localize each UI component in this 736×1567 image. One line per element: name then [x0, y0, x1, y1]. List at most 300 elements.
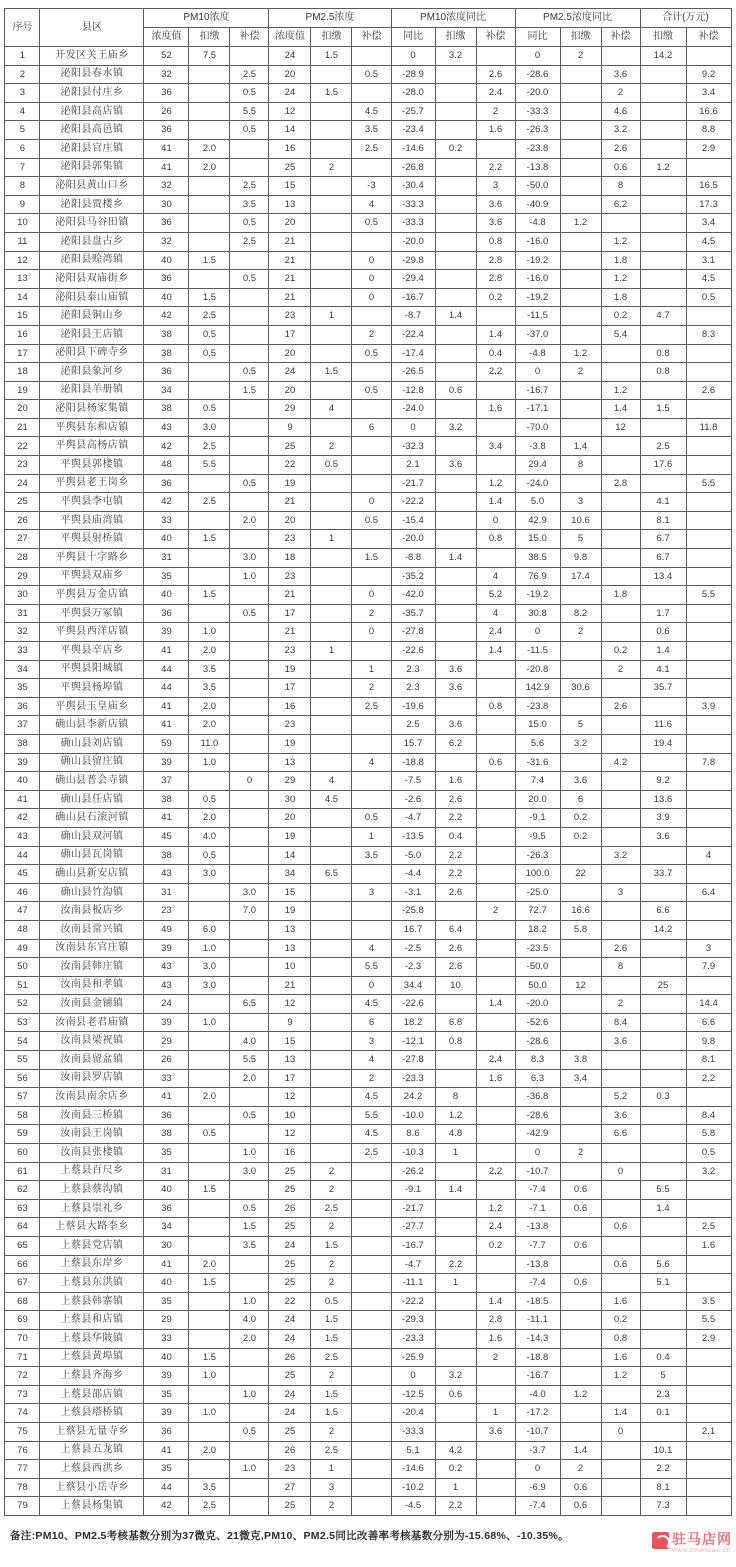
cell-value: 20	[269, 65, 311, 84]
cell-value: 2.5	[352, 697, 391, 716]
cell-value: 0.6	[560, 1497, 601, 1516]
cell-value: 0.6	[435, 1385, 476, 1404]
cell-value: 1.4	[476, 325, 515, 344]
cell-value: 3	[686, 939, 731, 958]
cell-value: -17.4	[391, 344, 435, 363]
cell-serial: 10	[5, 214, 40, 233]
cell-value	[686, 1385, 731, 1404]
cell-serial: 62	[5, 1181, 40, 1200]
cell-value	[189, 1199, 230, 1218]
cell-value: 0.5	[189, 1125, 230, 1144]
cell-value: -20.0	[515, 995, 560, 1014]
cell-value	[189, 121, 230, 140]
cell-serial: 41	[5, 790, 40, 809]
cell-value: 5.4	[601, 325, 640, 344]
cell-value: 0.8	[435, 1032, 476, 1051]
cell-value	[686, 1460, 731, 1479]
cell-value: 11.6	[640, 716, 686, 735]
cell-value	[230, 790, 269, 809]
cell-value: 20	[269, 809, 311, 828]
cell-value: -10.7	[515, 1422, 560, 1441]
cell-value: 1.4	[476, 995, 515, 1014]
cell-county: 上蔡县黄埠镇	[40, 1348, 144, 1367]
cell-county: 汝南县留盆镇	[40, 1051, 144, 1070]
cell-value: 2.6	[476, 65, 515, 84]
table-row	[5, 660, 731, 679]
cell-county: 上蔡县东洪镇	[40, 1274, 144, 1293]
cell-value: 0.5	[311, 456, 352, 475]
cell-value: 0.5	[230, 1106, 269, 1125]
cell-serial: 40	[5, 772, 40, 791]
cell-value: 2.1	[686, 1422, 731, 1441]
cell-value: -13.8	[515, 1218, 560, 1237]
cell-county: 上蔡县无量寺乡	[40, 1422, 144, 1441]
cell-serial: 5	[5, 121, 40, 140]
cell-value: 3.6	[435, 456, 476, 475]
cell-value: 12	[269, 102, 311, 121]
cell-serial: 54	[5, 1032, 40, 1051]
cell-value	[686, 865, 731, 884]
cell-value	[686, 604, 731, 623]
cell-value: 2.0	[230, 1329, 269, 1348]
cell-value: -33.3	[391, 1422, 435, 1441]
cell-serial: 21	[5, 418, 40, 437]
cell-value	[686, 549, 731, 568]
table-row	[5, 177, 731, 196]
cell-value: 3.0	[189, 976, 230, 995]
cell-county: 泌阳县高店镇	[40, 102, 144, 121]
cell-value: 19	[269, 660, 311, 679]
subheader: 扣缴	[311, 28, 352, 47]
cell-value	[476, 1032, 515, 1051]
cell-value	[560, 325, 601, 344]
cell-serial: 44	[5, 846, 40, 865]
cell-value: -23.3	[391, 1329, 435, 1348]
cell-value: 0.5	[311, 1292, 352, 1311]
cell-value: 0.8	[640, 344, 686, 363]
cell-value: 1.2	[476, 474, 515, 493]
cell-value	[435, 511, 476, 530]
cell-value	[189, 65, 230, 84]
cell-value: -3.1	[391, 883, 435, 902]
cell-value	[311, 511, 352, 530]
cell-value	[640, 270, 686, 289]
cell-value: 2	[560, 47, 601, 66]
cell-value	[476, 734, 515, 753]
cell-county: 汝南县老君庙镇	[40, 1013, 144, 1032]
cell-value: 13.4	[640, 567, 686, 586]
cell-value: 2.8	[601, 474, 640, 493]
table-row	[5, 1069, 731, 1088]
cell-value: 29	[269, 772, 311, 791]
cell-county: 上蔡县东岸乡	[40, 1255, 144, 1274]
cell-value	[311, 660, 352, 679]
cell-value: 17	[269, 325, 311, 344]
cell-value: -25.0	[515, 883, 560, 902]
cell-value	[476, 976, 515, 995]
cell-value: -70.0	[515, 418, 560, 437]
cell-value: 49	[144, 920, 189, 939]
cell-value: 0.6	[476, 753, 515, 772]
cell-value: -27.8	[391, 1051, 435, 1070]
cell-value: -11.1	[391, 1274, 435, 1293]
cell-county: 上蔡县杨集镇	[40, 1497, 144, 1516]
cell-value: 2.6	[601, 139, 640, 158]
cell-value	[311, 939, 352, 958]
cell-value	[686, 363, 731, 382]
cell-value	[686, 1441, 731, 1460]
cell-value: 3.5	[230, 1237, 269, 1256]
cell-value	[640, 139, 686, 158]
cell-value	[560, 121, 601, 140]
cell-value	[435, 642, 476, 661]
cell-value: 6.6	[686, 1013, 731, 1032]
table-row	[5, 753, 731, 772]
cell-value: 24	[269, 1385, 311, 1404]
cell-value: 8	[601, 958, 640, 977]
cell-value: 17	[269, 1069, 311, 1088]
cell-value	[230, 288, 269, 307]
cell-value	[640, 1125, 686, 1144]
table-row	[5, 1292, 731, 1311]
cell-value	[601, 790, 640, 809]
cell-value: 7.3	[640, 1497, 686, 1516]
cell-value: 20	[269, 511, 311, 530]
cell-value	[640, 251, 686, 270]
cell-value: 19	[269, 474, 311, 493]
table-row	[5, 400, 731, 419]
cell-value: 38	[144, 344, 189, 363]
cell-value: 2.0	[230, 511, 269, 530]
cell-value: 11.0	[189, 734, 230, 753]
cell-value: 3	[352, 1032, 391, 1051]
cell-value	[435, 902, 476, 921]
cell-value	[640, 1329, 686, 1348]
cell-value: 25	[640, 976, 686, 995]
cell-value: -3.7	[515, 1441, 560, 1460]
cell-value: 0.6	[601, 1218, 640, 1237]
cell-value	[352, 307, 391, 326]
cell-county: 泌阳县赊湾镇	[40, 251, 144, 270]
cell-value	[686, 623, 731, 642]
cell-serial: 27	[5, 530, 40, 549]
cell-value: 0	[476, 511, 515, 530]
cell-value	[189, 270, 230, 289]
cell-value: 6.5	[230, 995, 269, 1014]
cell-county: 平舆县高杨店镇	[40, 437, 144, 456]
cell-value: 6.4	[435, 920, 476, 939]
header-group-pm25: PM2.5浓度	[269, 9, 391, 28]
subheader: 补偿	[686, 28, 731, 47]
cell-serial: 22	[5, 437, 40, 456]
cell-value	[686, 1255, 731, 1274]
cell-value: 38	[144, 400, 189, 419]
cell-value: 3.5	[230, 195, 269, 214]
cell-value	[311, 493, 352, 512]
cell-value	[686, 307, 731, 326]
cell-value: 4	[311, 772, 352, 791]
cell-serial: 78	[5, 1478, 40, 1497]
cell-value: 3.2	[560, 734, 601, 753]
cell-value	[601, 920, 640, 939]
cell-value	[560, 1348, 601, 1367]
cell-value: 9.8	[686, 1032, 731, 1051]
cell-county: 汝南县常兴镇	[40, 920, 144, 939]
cell-value: 1	[311, 307, 352, 326]
cell-value	[311, 418, 352, 437]
cell-value	[601, 976, 640, 995]
cell-value: 3.0	[189, 418, 230, 437]
subheader: 补偿	[601, 28, 640, 47]
cell-value: -22.6	[391, 642, 435, 661]
cell-value	[435, 344, 476, 363]
cell-value	[686, 976, 731, 995]
cell-value: 3.0	[230, 549, 269, 568]
table-row	[5, 493, 731, 512]
cell-value: 12	[601, 418, 640, 437]
cell-value	[352, 1367, 391, 1386]
cell-county: 确山县留庄镇	[40, 753, 144, 772]
cell-value: -17.2	[515, 1404, 560, 1423]
cell-value: 0.5	[352, 344, 391, 363]
cell-value	[311, 381, 352, 400]
cell-value: 2	[560, 1460, 601, 1479]
cell-value: 1.5	[311, 1404, 352, 1423]
cell-county: 汝南县韩庄镇	[40, 958, 144, 977]
cell-value: -19.2	[515, 288, 560, 307]
cell-serial: 37	[5, 716, 40, 735]
cell-value: 24.2	[391, 1088, 435, 1107]
cell-value: 26	[269, 1199, 311, 1218]
cell-value: 39	[144, 1404, 189, 1423]
cell-county: 上蔡县华陂镇	[40, 1329, 144, 1348]
cell-value: 2	[311, 1218, 352, 1237]
cell-value: 21	[269, 251, 311, 270]
cell-value: 8	[601, 177, 640, 196]
cell-value	[686, 1199, 731, 1218]
cell-value: 2.5	[391, 716, 435, 735]
cell-value	[476, 1106, 515, 1125]
cell-value: -10.0	[391, 1106, 435, 1125]
cell-value	[560, 1162, 601, 1181]
cell-value: 36	[144, 363, 189, 382]
cell-value: 20.0	[515, 790, 560, 809]
cell-county: 泌阳县杨家集镇	[40, 400, 144, 419]
cell-value: 24	[269, 84, 311, 103]
cell-value: 0.5	[686, 1144, 731, 1163]
cell-county: 平舆县阳城镇	[40, 660, 144, 679]
cell-value	[352, 363, 391, 382]
cell-value: 1.5	[311, 1329, 352, 1348]
cell-value	[601, 1199, 640, 1218]
cell-value	[311, 827, 352, 846]
cell-value: 76.9	[515, 567, 560, 586]
cell-serial: 73	[5, 1385, 40, 1404]
table-row	[5, 232, 731, 251]
cell-value	[601, 1441, 640, 1460]
cell-serial: 45	[5, 865, 40, 884]
cell-value: 4	[476, 567, 515, 586]
cell-value: 3.9	[686, 697, 731, 716]
cell-value	[560, 232, 601, 251]
cell-value: 2	[352, 1069, 391, 1088]
cell-value	[352, 865, 391, 884]
cell-value: 2.5	[686, 1218, 731, 1237]
cell-value	[230, 920, 269, 939]
cell-value	[311, 1088, 352, 1107]
cell-value	[230, 976, 269, 995]
cell-value	[560, 1422, 601, 1441]
cell-value	[189, 1311, 230, 1330]
cell-value: 2.5	[640, 437, 686, 456]
cell-value: 41	[144, 139, 189, 158]
cell-value: 72.7	[515, 902, 560, 921]
cell-value: 3.6	[435, 679, 476, 698]
cell-value: 2.2	[435, 846, 476, 865]
cell-value: 6	[560, 790, 601, 809]
cell-value: 30.6	[560, 679, 601, 698]
cell-value: 1.4	[476, 1292, 515, 1311]
cell-value: 50.0	[515, 976, 560, 995]
cell-value	[352, 1404, 391, 1423]
cell-value	[189, 1237, 230, 1256]
cell-value: 40	[144, 1274, 189, 1293]
cell-value: 2.5	[230, 232, 269, 251]
cell-value	[560, 1013, 601, 1032]
cell-serial: 68	[5, 1292, 40, 1311]
cell-value: 25	[269, 1367, 311, 1386]
cell-value: 2.0	[189, 642, 230, 661]
cell-value: 18.2	[391, 1013, 435, 1032]
cell-value: 15	[269, 177, 311, 196]
cell-value: -25.8	[391, 902, 435, 921]
cell-value	[311, 567, 352, 586]
cell-value	[686, 47, 731, 66]
cell-value: 0.5	[352, 511, 391, 530]
cell-value	[686, 642, 731, 661]
table-row	[5, 1106, 731, 1125]
cell-value: 2	[352, 325, 391, 344]
cell-value: 1.4	[476, 493, 515, 512]
cell-county: 上蔡县邵店镇	[40, 1385, 144, 1404]
cell-value: 2.5	[311, 1348, 352, 1367]
table-row	[5, 511, 731, 530]
cell-value	[560, 195, 601, 214]
cell-value: 3.6	[640, 827, 686, 846]
cell-value: -7.1	[515, 1199, 560, 1218]
cell-value	[601, 1069, 640, 1088]
cell-value: 8	[560, 456, 601, 475]
cell-value: -52.6	[515, 1013, 560, 1032]
cell-value: -21.7	[391, 474, 435, 493]
cell-serial: 49	[5, 939, 40, 958]
cell-value: 7.9	[686, 958, 731, 977]
cell-value: -40.9	[515, 195, 560, 214]
cell-value: 3.6	[435, 716, 476, 735]
cell-value	[352, 1199, 391, 1218]
cell-value: 13	[269, 195, 311, 214]
cell-value: 1.2	[435, 1106, 476, 1125]
cell-value: 8	[435, 1088, 476, 1107]
cell-value	[640, 288, 686, 307]
cell-value: 2.5	[189, 307, 230, 326]
cell-value: 6.6	[601, 1125, 640, 1144]
cell-value: -13.8	[515, 158, 560, 177]
cell-value: 2.3	[640, 1385, 686, 1404]
cell-value: 0.5	[189, 344, 230, 363]
cell-value	[352, 716, 391, 735]
table-row	[5, 1162, 731, 1181]
table-row	[5, 1329, 731, 1348]
cell-value: 0	[352, 270, 391, 289]
cell-value: 10	[435, 976, 476, 995]
cell-value: 0	[515, 623, 560, 642]
cell-value: 2.6	[601, 697, 640, 716]
cell-value	[476, 939, 515, 958]
cell-value	[435, 363, 476, 382]
cell-value	[189, 474, 230, 493]
cell-value	[686, 716, 731, 735]
cell-value: 2.5	[230, 65, 269, 84]
cell-value: 17.3	[686, 195, 731, 214]
cell-value: 1.4	[560, 437, 601, 456]
subheader: 补偿	[352, 28, 391, 47]
cell-value	[230, 1088, 269, 1107]
cell-value: 18.2	[515, 920, 560, 939]
cell-serial: 72	[5, 1367, 40, 1386]
subheader: 补偿	[476, 28, 515, 47]
cell-value	[601, 1237, 640, 1256]
cell-county: 上蔡县小岳寺乡	[40, 1478, 144, 1497]
cell-value	[560, 270, 601, 289]
cell-value	[311, 288, 352, 307]
cell-value	[640, 1051, 686, 1070]
cell-value: 2.5	[189, 437, 230, 456]
cell-value: 0.5	[686, 288, 731, 307]
cell-value	[476, 883, 515, 902]
cell-value	[311, 121, 352, 140]
cell-value: 5.6	[515, 734, 560, 753]
cell-value: 1	[311, 1460, 352, 1479]
cell-value	[311, 102, 352, 121]
cell-value: 2	[601, 660, 640, 679]
cell-county: 确山县瓦岗镇	[40, 846, 144, 865]
cell-value	[476, 1385, 515, 1404]
cell-value: 0.8	[476, 530, 515, 549]
cell-value: -23.4	[391, 121, 435, 140]
cell-value	[560, 474, 601, 493]
cell-value	[435, 1069, 476, 1088]
cell-value: 8.4	[686, 1106, 731, 1125]
cell-value: 2.6	[435, 939, 476, 958]
cell-value	[476, 827, 515, 846]
cell-value: -9.5	[515, 827, 560, 846]
cell-county: 上蔡县崇礼乡	[40, 1199, 144, 1218]
cell-value: 35	[144, 1385, 189, 1404]
cell-value	[601, 734, 640, 753]
cell-value: -22.2	[391, 1292, 435, 1311]
cell-value	[189, 84, 230, 103]
cell-value	[230, 1497, 269, 1516]
cell-value: 3.6	[560, 772, 601, 791]
cell-value	[352, 1255, 391, 1274]
cell-value: -16.0	[515, 232, 560, 251]
cell-value	[230, 586, 269, 605]
header-group-total: 合计(万元)	[640, 9, 731, 28]
cell-value	[311, 474, 352, 493]
cell-value: -23.8	[515, 139, 560, 158]
cell-value: 1.5	[640, 400, 686, 419]
